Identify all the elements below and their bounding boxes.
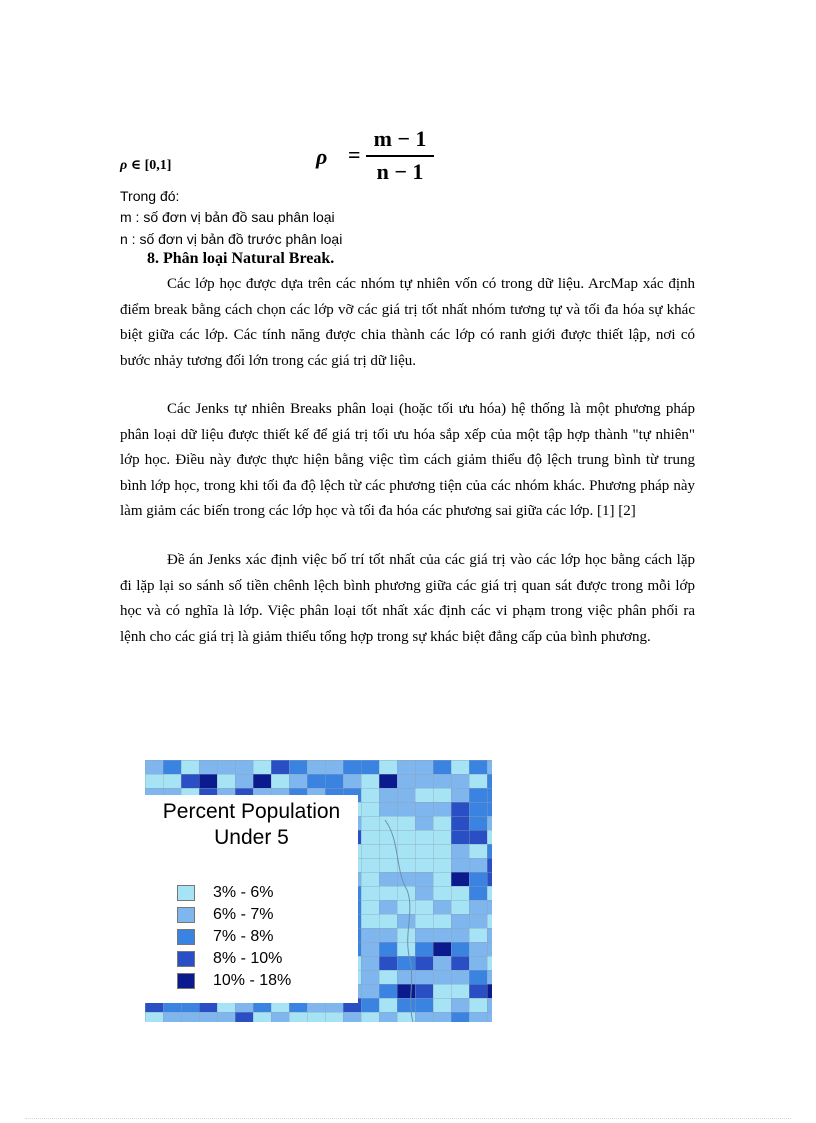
legend-swatch bbox=[177, 951, 195, 967]
formula-fraction bbox=[366, 126, 434, 185]
legend-label: 8% - 10% bbox=[213, 950, 283, 967]
legend-swatch bbox=[177, 929, 195, 945]
legend-label: 10% - 18% bbox=[213, 972, 292, 989]
map-legend bbox=[145, 795, 358, 1003]
formula-denominator: n − 1 bbox=[376, 158, 424, 184]
legend-title-line2: Under 5 bbox=[214, 826, 289, 849]
definition-n: n : số đơn vị bản đồ trước phân loại bbox=[120, 231, 343, 247]
range-member: ∈ bbox=[127, 158, 145, 173]
paragraph-2: Các Jenks tự nhiên Breaks phân loại (hoặc tối ưu hóa) hệ thống là một phương pháp phân loại dữ liệu được thiết kế để giá trị tối ưu hóa sắp xếp của một tập hợp thành "tự nhiên" lớp học. Điều này được thực hiện bằng việc tìm cách giảm thiểu độ lệch trung bình từ trung bình lớp học, trong khi tối đa độ lệch từ các phương tiện của các nhóm khác. Phương pháp này làm giảm các biến trong các lớp học và tối đa hóa các phương sai giữa các lớp. [1] [2] bbox=[120, 401, 695, 520]
legend-label: 7% - 8% bbox=[213, 928, 274, 945]
legend-title bbox=[145, 799, 358, 851]
definition-m: m : số đơn vị bản đồ sau phân loại bbox=[120, 209, 335, 225]
formula-equals: = bbox=[348, 142, 361, 167]
formula-range bbox=[120, 157, 171, 174]
section-heading: 8. Phân loại Natural Break. bbox=[147, 250, 335, 267]
range-interval: [0,1] bbox=[144, 158, 172, 173]
legend-title-line1: Percent Population bbox=[162, 800, 341, 823]
density-formula bbox=[310, 122, 450, 192]
paragraph-3: Đề án Jenks xác định việc bố trí tốt nhất của các giá trị vào các lớp học bằng cách lặp đi lặp lại so sánh số tiền chênh lệch bình phương giữa các giá trị quan sát được trong mỗi lớp học và có nghĩa là lớp. Việc phân loại tốt nhất xác định các vi phạm trong việc phân phối ra lệnh cho các giá trị là giảm thiểu tổng hợp trong sự khác biệt đẳng cấp của bình phương. bbox=[120, 552, 695, 645]
range-symbol: ρ bbox=[120, 158, 128, 173]
legend-swatch bbox=[177, 907, 195, 923]
legend-label: 3% - 6% bbox=[213, 884, 274, 901]
paragraph-1: Các lớp học được dựa trên các nhóm tự nhiên vốn có trong dữ liệu. ArcMap xác định điểm break bằng cách chọn các lớp vỡ các giá trị tốt nhất nhóm tương tự và tối đa hóa sự khác biệt giữa các lớp. Các tính năng được chia thành các lớp có ranh giới được thiết lập, nơi có bước nhảy tương đối lớn trong các giá trị dữ liệu. bbox=[120, 276, 695, 369]
page-bottom-rule bbox=[25, 1118, 791, 1119]
definitions-intro: Trong đó: bbox=[120, 188, 180, 204]
legend-swatch bbox=[177, 885, 195, 901]
fraction-bar bbox=[366, 155, 434, 157]
legend-swatch bbox=[177, 973, 195, 989]
legend-label: 6% - 7% bbox=[213, 906, 274, 923]
formula-numerator: m − 1 bbox=[373, 126, 427, 151]
formula-rho: ρ bbox=[316, 144, 328, 169]
